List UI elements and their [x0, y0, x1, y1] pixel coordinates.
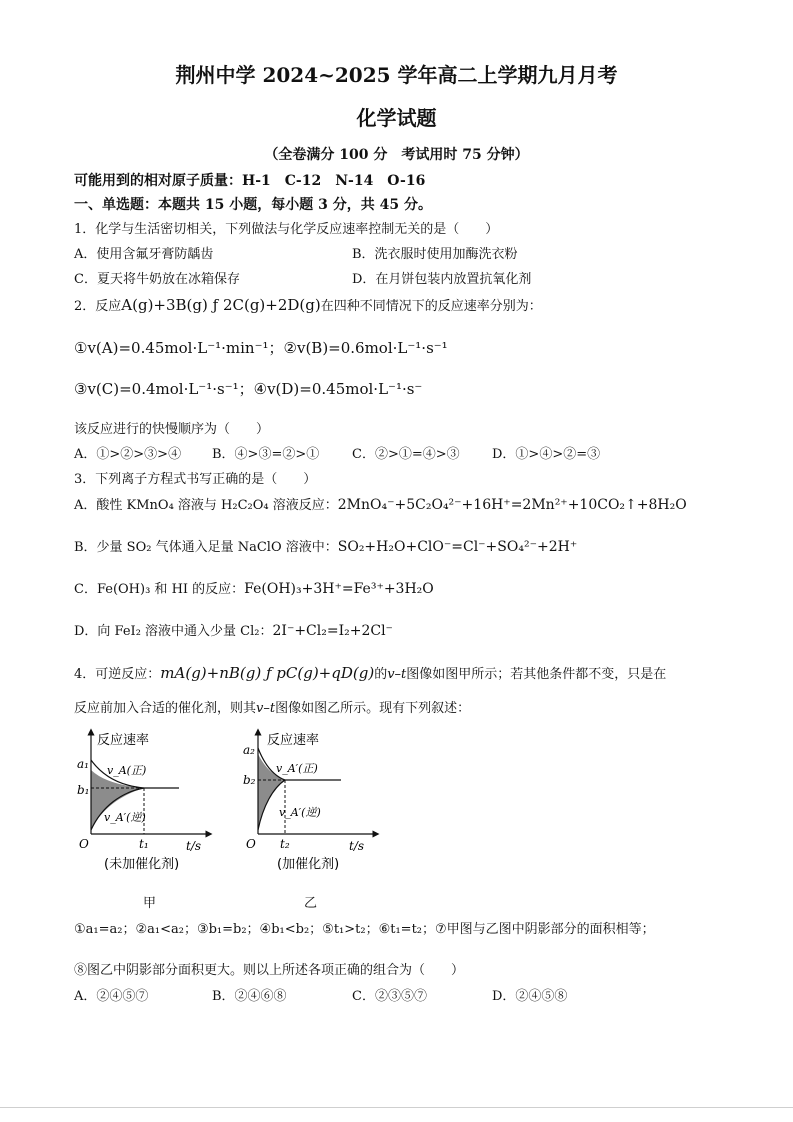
q3-option-b-equation: SO₂+H₂O+ClO⁻=Cl⁻+SO₄²⁻+2H⁺	[337, 539, 578, 555]
q3-option-b-text: B．少量 SO₂ 气体通入足量 NaClO 溶液中：	[74, 540, 338, 555]
exam-title: 荆州中学 2024~2025 学年高二上学期九月月考	[175, 63, 618, 87]
graph-jia-b-label: b₁	[77, 783, 90, 797]
graph-yi-t-label: t₂	[280, 837, 290, 851]
q3-option-d-equation: 2I⁻+Cl₂=I₂+2Cl⁻	[272, 623, 393, 639]
graph-jia-a-label: a₁	[77, 757, 89, 771]
q4-statements-2: ⑧图乙中阴影部分面积更大。则以上所述各项正确的组合为（ ）	[74, 963, 465, 978]
q1-option-c: C．夏天将牛奶放在冰箱保存	[74, 272, 240, 287]
q3-option-a-text: A．酸性 KMnO₄ 溶液与 H₂C₂O₄ 溶液反应：	[74, 498, 338, 513]
q4-stem-prefix: 4．可逆反应：	[74, 667, 161, 682]
graph-jia-t-label: t₁	[139, 837, 149, 851]
graph-jia	[74, 726, 214, 876]
q1-stem: 1．化学与生活密切相关，下列做法与化学反应速率控制无关的是（ ）	[74, 222, 499, 237]
graph-yi-ylabel: 反应速率	[267, 733, 320, 748]
graph-jia-name: 甲	[143, 896, 157, 911]
graph-yi-name: 乙	[304, 896, 318, 911]
graph-yi-fwd-label: v_A′(正)	[276, 762, 318, 775]
q1-option-a: A．使用含氟牙膏防龋齿	[74, 247, 214, 262]
q3-option-c-equation: Fe(OH)₃+3H⁺=Fe³⁺+3H₂O	[244, 581, 434, 597]
q4-stem2-suffix: 图像如图乙所示。现有下列叙述：	[275, 701, 471, 716]
q2-option-c: C．②>①=④>③	[352, 447, 460, 462]
q3-option-b	[74, 539, 577, 556]
graph-yi-origin: O	[246, 837, 256, 851]
q2-rates-2: ③v(C)=0.4mol·L⁻¹·s⁻¹；④v(D)=0.45mol·L⁻¹·s⁻	[74, 380, 423, 398]
graph-jia-caption: (未加催化剂)	[104, 857, 180, 872]
q4-option-b: B．②④⑥⑧	[212, 989, 287, 1004]
q3-option-d	[74, 623, 393, 640]
page-bottom-rule	[0, 1107, 793, 1108]
q4-option-c: C．②③⑤⑦	[352, 989, 427, 1004]
q2-stem-suffix: 在四种不同情况下的反应速率分别为：	[320, 299, 542, 314]
q4-vt-label-2: v–t	[256, 701, 276, 716]
q2-option-d: D．①>④>②=③	[492, 447, 601, 462]
q2-rates-1: ①v(A)=0.45mol·L⁻¹·min⁻¹；②v(B)=0.6mol·L⁻¹·s⁻¹	[74, 339, 448, 357]
q4-vt-label: v–t	[387, 667, 407, 682]
q2-option-a: A．①>②>③>④	[74, 447, 182, 462]
q1-option-d: D．在月饼包装内放置抗氧化剂	[352, 272, 532, 287]
q1-option-b: B．洗衣服时使用加酶洗衣粉	[352, 247, 518, 262]
q2-stem	[74, 297, 542, 315]
q4-stem-mid: 的	[374, 667, 388, 682]
q4-statements-1: ①a₁=a₂；②a₁<a₂；③b₁=b₂；④b₁<b₂；⑤t₁>t₂；⑥t₁=t₂；⑦甲图与乙图中阴影部分的面积相等；	[74, 922, 655, 937]
graph-yi-caption: (加催化剂)	[277, 857, 340, 872]
graph-jia-rev-label: v_A′(逆)	[104, 811, 146, 824]
q4-stem-line2	[74, 701, 470, 717]
graph-yi-b-label: b₂	[243, 773, 256, 787]
q3-stem: 3．下列离子方程式书写正确的是（ ）	[74, 472, 317, 487]
q3-option-a	[74, 497, 687, 514]
q2-stem-prefix: 2．反应	[74, 299, 122, 314]
exam-info: （全卷满分 100 分 考试用时 75 分钟）	[264, 147, 529, 163]
graph-yi	[241, 726, 381, 876]
q3-option-a-equation: 2MnO₄⁻+5C₂O₄²⁻+16H⁺=2Mn²⁺+10CO₂↑+8H₂O	[337, 497, 687, 513]
q4-stem-line1	[74, 665, 666, 683]
q4-option-a: A．②④⑤⑦	[74, 989, 149, 1004]
q4-option-d: D．②④⑤⑧	[492, 989, 568, 1004]
graph-jia-ylabel: 反应速率	[97, 733, 150, 748]
q4-stem2-prefix: 反应前加入合适的催化剂，则其	[74, 701, 257, 716]
q3-option-d-text: D．向 FeI₂ 溶液中通入少量 Cl₂：	[74, 624, 273, 639]
q3-option-c-text: C．Fe(OH)₃ 和 HI 的反应：	[74, 582, 245, 597]
graph-jia-fwd-label: v_A(正)	[107, 764, 147, 777]
graph-yi-rev-label: v_A′(逆)	[279, 806, 321, 819]
subject-title: 化学试题	[356, 106, 437, 130]
section-heading: 一、单选题：本题共 15 小题，每小题 3 分，共 45 分。	[74, 197, 432, 213]
atomic-mass-note: 可能用到的相对原子质量：H-1 C-12 N-14 O-16	[74, 173, 426, 189]
graph-yi-xlabel: t/s	[349, 839, 365, 853]
q4-stem-suffix: 图像如图甲所示；若其他条件都不变，只是在	[406, 667, 667, 682]
graph-jia-origin: O	[79, 837, 89, 851]
q2-reaction: A(g)+3B(g) ƒ 2C(g)+2D(g)	[121, 296, 321, 314]
q2-option-b: B．④>③=②>①	[212, 447, 320, 462]
q3-option-c	[74, 581, 434, 598]
q2-question: 该反应进行的快慢顺序为（ ）	[74, 422, 270, 437]
graph-yi-a-label: a₂	[243, 743, 255, 757]
graph-jia-xlabel: t/s	[186, 839, 202, 853]
q4-reaction: mA(g)+nB(g) ƒ pC(g)+qD(g)	[160, 664, 375, 682]
